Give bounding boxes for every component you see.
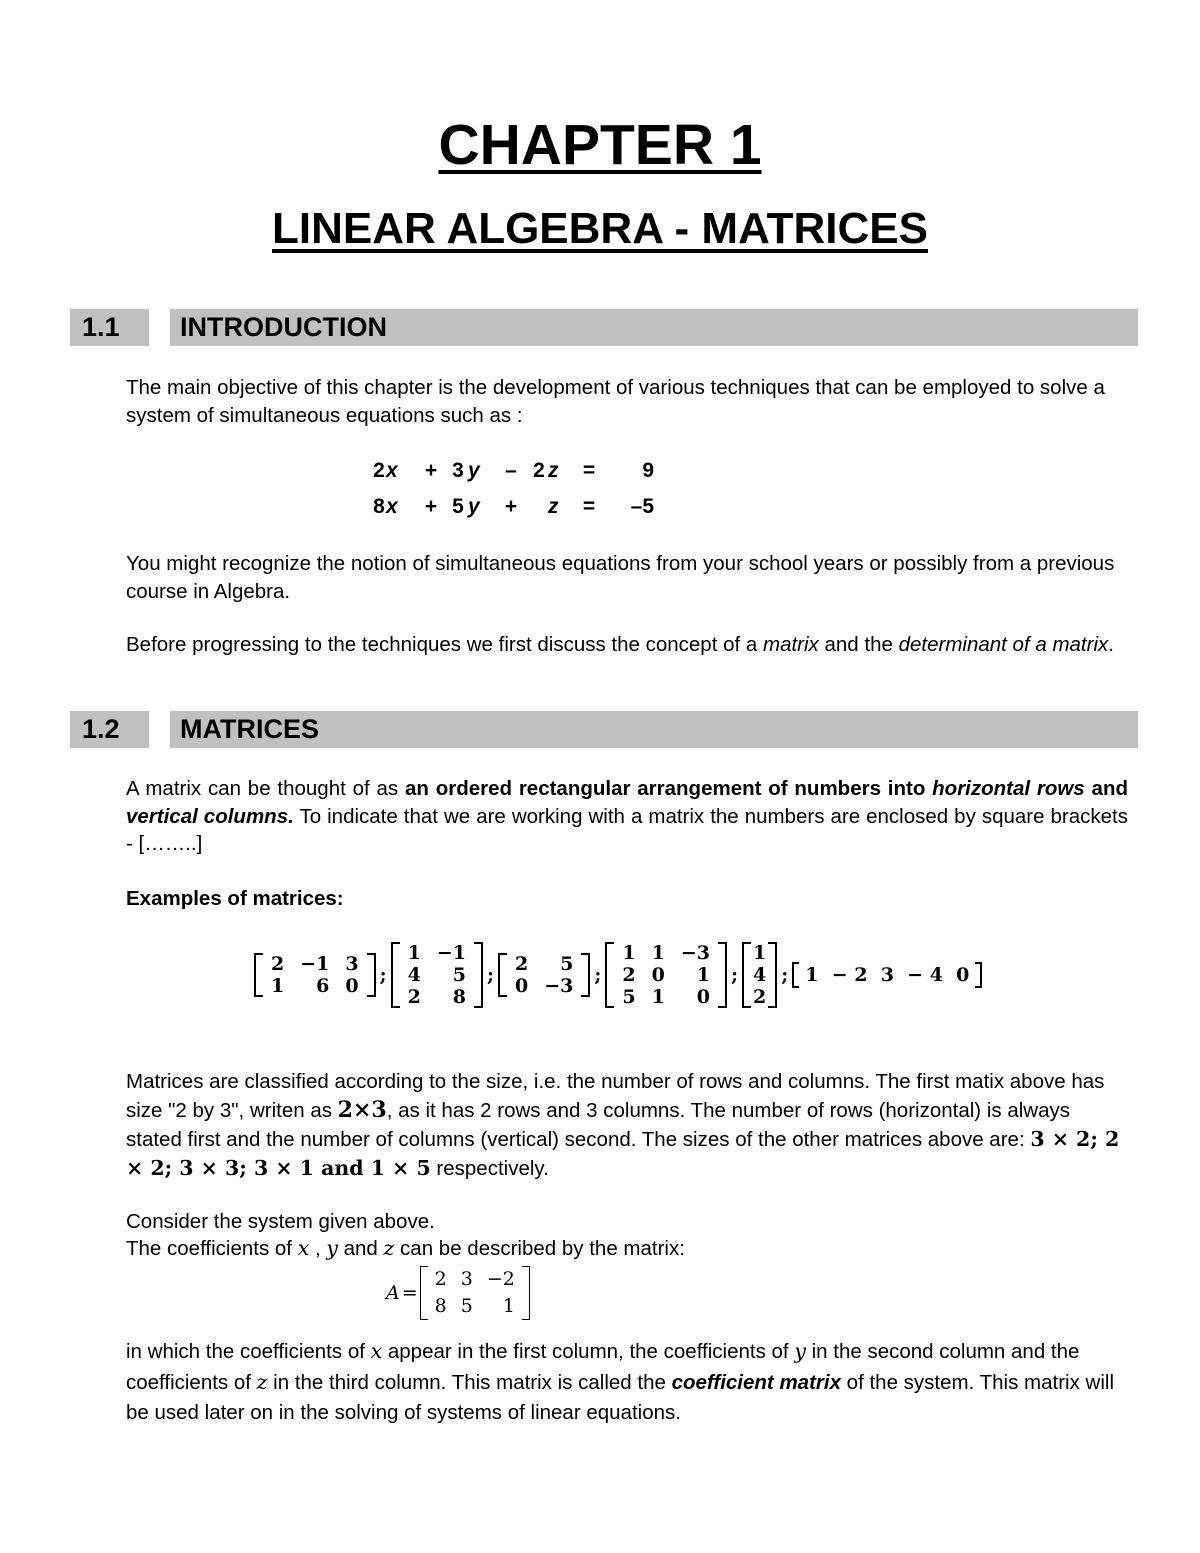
coef: 2 xyxy=(373,459,385,482)
variable: x xyxy=(386,459,398,482)
matrix-label: A xyxy=(386,1282,400,1304)
operator: + xyxy=(424,495,438,518)
coefficients-line: The coefficients of x , y and z can be described by the matrix: xyxy=(126,1236,685,1260)
coefficient-matrix-equation xyxy=(386,1266,530,1320)
variable: y xyxy=(468,495,480,518)
matrix-1x5: 1 − 2 3 − 4 0 xyxy=(792,962,982,988)
operator: = xyxy=(582,495,596,518)
matrix-definition-paragraph: A matrix can be thought of as an ordered rectangular arrangement of numbers into horizontal rows and vertical columns. To indicate that we are working with a matrix the numbers are enclosed by square brackets - [……..] xyxy=(126,777,1129,855)
separator: ; xyxy=(781,964,789,986)
equation-system xyxy=(372,453,654,525)
before-paragraph: Before progressing to the techniques we first discuss the concept of a matrix and the determinant of a matrix. xyxy=(126,633,1114,656)
separator: ; xyxy=(379,964,387,986)
separator: ; xyxy=(731,964,739,986)
matrix-3x3: 1 1 −3 2 0 1 5 1 0 xyxy=(605,942,727,1008)
intro-paragraph: The main objective of this chapter is the development of various techniques that can be employed to solve a system of simultaneous equations such as : xyxy=(126,376,1105,427)
coef: 2 xyxy=(533,459,545,482)
section-number: 1.1 xyxy=(70,309,149,346)
variable: z xyxy=(548,459,559,482)
operator: = xyxy=(582,459,596,482)
coef: 5 xyxy=(452,495,464,518)
chapter-subtitle: LINEAR ALGEBRA - MATRICES xyxy=(272,204,928,253)
variable: x xyxy=(386,495,398,518)
size-paragraph: Matrices are classified according to the size, i.e. the number of rows and columns. The first matix above has size "2 by 3", writen as 2×3, as it has 2 rows and 3 columns. The number of rows (horizontal) is always stated first and the number of columns (vertical) second. The sizes of the other matrices above are: 3 × 2; 2 × 2; 3 × 3; 3 × 1 and 1 × 5 respectively. xyxy=(126,1070,1120,1180)
variable: z xyxy=(548,495,559,518)
coef xyxy=(530,489,548,525)
matrix-3x1: 1 4 2 xyxy=(742,942,777,1008)
coef: 3 xyxy=(452,459,464,482)
equals-sign: = xyxy=(401,1282,418,1304)
separator: ; xyxy=(594,964,602,986)
constant: –5 xyxy=(630,495,654,518)
variable: y xyxy=(468,459,480,482)
equation-row xyxy=(372,489,654,525)
school-paragraph: You might recognize the notion of simultaneous equations from your school years or possibly from a previous course in Algebra. xyxy=(126,552,1115,603)
coefficient-explanation: in which the coefficients of x appear in the first column, the coefficients of y in the second column and the coefficients of z in the third column. This matrix is called the coefficient matrix of the system. This matrix will be used later on in the solving of systems of linear equations. xyxy=(126,1339,1115,1424)
operator: + xyxy=(424,459,438,482)
consider-line: Consider the system given above. xyxy=(126,1210,435,1233)
equation-row xyxy=(372,453,654,489)
operator: + xyxy=(504,495,518,518)
operator: – xyxy=(505,459,517,482)
example-matrices xyxy=(254,936,982,1014)
matrix-2x2: 2 5 0 −3 xyxy=(498,953,590,997)
section-title: INTRODUCTION xyxy=(170,309,1138,346)
matrix-2x3: 2 −1 3 1 6 0 xyxy=(254,953,376,997)
coefficient-matrix: 2 3 −2 8 5 1 xyxy=(420,1266,530,1320)
examples-heading: Examples of matrices: xyxy=(126,887,344,910)
coef: 8 xyxy=(373,495,385,518)
separator: ; xyxy=(487,964,495,986)
section-title: MATRICES xyxy=(170,711,1138,748)
matrix-3x2: 1 −1 4 5 2 8 xyxy=(391,942,483,1008)
constant: 9 xyxy=(642,459,654,482)
chapter-heading: CHAPTER 1 xyxy=(438,113,762,177)
section-number: 1.2 xyxy=(70,711,149,748)
